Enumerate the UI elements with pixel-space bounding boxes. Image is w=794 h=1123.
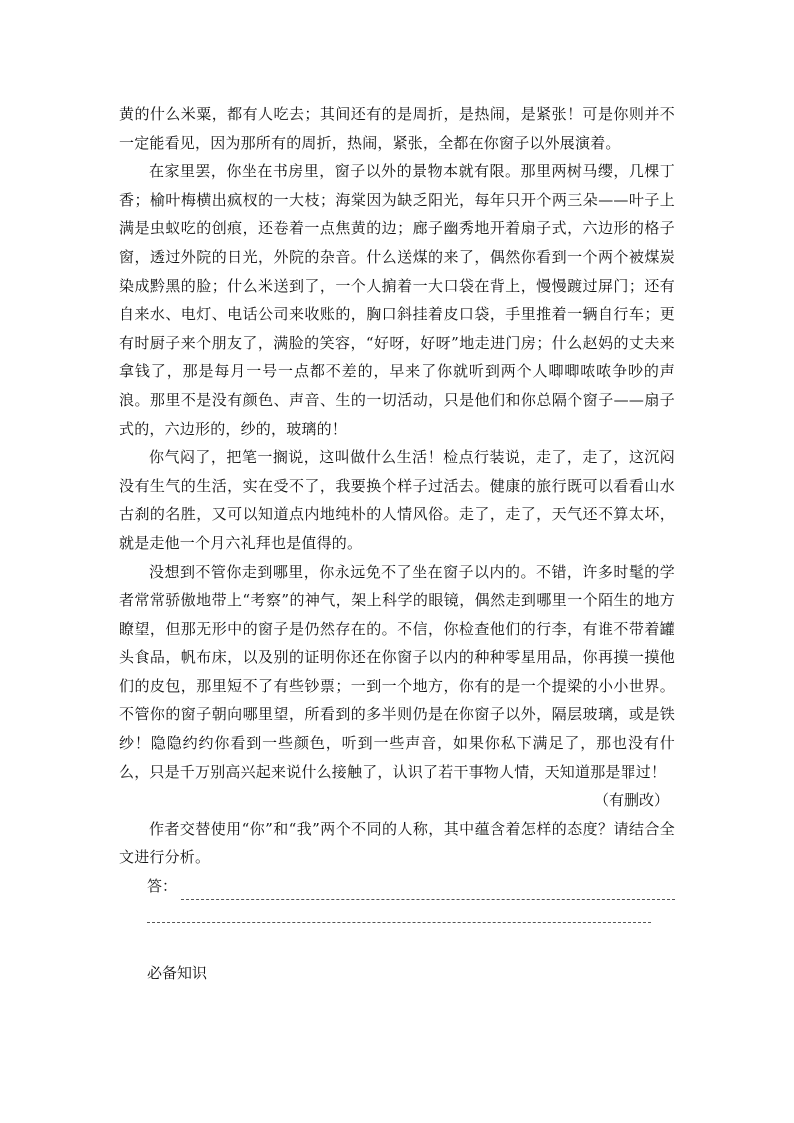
answer-row <box>147 872 675 900</box>
section-heading: 必备知识 <box>147 964 208 983</box>
answer-line-2 <box>147 900 651 923</box>
source-note: （有删改） <box>593 791 669 810</box>
paragraph-1: 黄的什么米粟，都有人吃去；其间还有的是周折，是热闹，是紧张！可是你则并不一定能看见，因为那所有的周折，热闹，紧张，全都在你窗子以外展演着。 <box>119 105 675 152</box>
answer-label: 答： <box>147 877 178 896</box>
paragraph-4: 没想到不管你走到哪里，你永远免不了坐在窗子以内的。不错，许多时髦的学者常常骄傲地带上“考察”的神气，架上科学的眼镜，偶然走到哪里一个陌生的地方瞭望，但那无形中的窗子是仍然存在的。不信，你检查他们的行李，有谁不带着罐头食品，帆布床，以及别的证明你还在你窗子以内的种种零星用品，你再摸一摸他们的皮包，那里短不了有些钞票；一到一个地方，你有的是一个提梁的小小世界。不管你的窗子朝向哪里望，所看到的多半则仍是在你窗子以外，隔层玻璃，或是铁纱！隐隐约约你看到一些颜色，听到一些声音，如果你私下满足了，那也没有什么，只是千万别高兴起来说什么接触了，认识了若干事物人情，天知道那是罪过！ <box>119 562 675 781</box>
paragraph-2: 在家里罢，你坐在书房里，窗子以外的景物本就有限。那里两树马缨，几棵丁香；榆叶梅横出疯杈的一大枝；海棠因为缺乏阳光，每年只开个两三朵——叶子上满是虫蚁吃的创痕，还卷着一点焦黄的边；廊子幽秀地开着扇子式，六边形的格子窗，透过外院的日光，外院的杂音。什么送煤的来了，偶然你看到一个两个被煤炭染成黔黑的脸；什么米送到了，一个人掮着一大口袋在背上，慢慢踱过屏门；还有自来水、电灯、电话公司来收账的，胸口斜挂着皮口袋，手里推着一辆自行车；更有时厨子来个朋友了，满脸的笑容，“好呀，好呀”地走进门房；什么赵妈的丈夫来拿钱了，那是每月一号一点都不差的，早来了你就听到两个人唧唧哝哝争吵的声浪。那里不是没有颜色、声音、生的一切活动，只是他们和你总隔个窗子——扇子式的，六边形的，纱的，玻璃的！ <box>119 162 675 438</box>
answer-line <box>181 879 675 900</box>
question-text: 作者交替使用“你”和“我”两个不同的人称，其中蕴含着怎样的态度？请结合全文进行分析。 <box>119 819 675 867</box>
document-page <box>119 100 675 987</box>
paragraph-3: 你气闷了，把笔一搁说，这叫做什么生活！检点行装说，走了，走了，这沉闷没有生气的生活，实在受不了，我要换个样子过活去。健康的旅行既可以看看山水古刹的名胜，又可以知道点内地纯朴的人情风俗。走了，走了，天气还不算太坏，就是走他一个月六礼拜也是值得的。 <box>119 448 675 552</box>
